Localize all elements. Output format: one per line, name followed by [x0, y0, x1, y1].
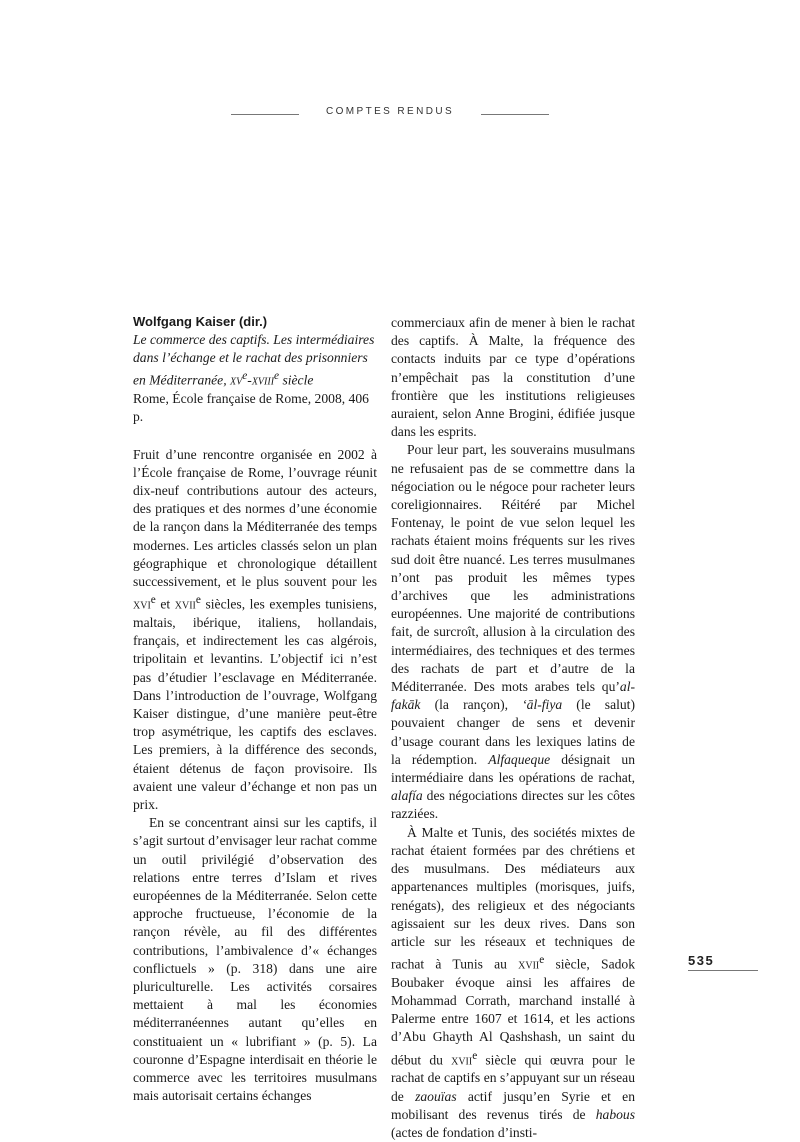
- paragraph: Fruit d’une rencontre organisée en 2002 à l’École française de Rome, l’ouvrage réunit dix-neuf contributions autour des acteurs, des pratiques et des normes d’une économie de la rançon dans la Méditerranée des temps modernes. Les articles classés selon un plan géographique et chronologique détaillent successivement, et le plus souvent pour les xvi$^e$ et xvii$^e$ siècles, les exemples tunisiens, maltais, ibérique, italiens, hollandais, français, et indirectement les cas algérois, tripolitain et levantins. L’objectif ici n’est pas d’étudier l’esclavage en Méditerranée. Dans l’introduction de l’ouvrage, Wolfgang Kaiser distingue, d’une manière peut-être trop asymétrique, les captifs des esclaves. Les premiers, à la différence des seconds, étaient détenus de façon provisoire. Ils avaient une valeur d’échange et non pas un prix.: [133, 446, 377, 812]
- running-header-title: COMPTES RENDUS: [325, 106, 455, 117]
- page-number: 535: [688, 953, 715, 968]
- paragraph: En se concentrant ainsi sur les captifs, il s’agit surtout d’envisager leur rachat comme un outil privilégié d’observation des relations entre terres d’Islam et rives européennes de la Méditerranée. Selon cette approche fructueuse, l’économie de la rançon révèle, au fil des différentes contributions, l’ambivalence d’« échanges conflictuels » (p. 318) dans une aire pluriculturelle. Les activités corsaires mettaient à mal les économies méditerranéennes autant qu’elles en constituaient un « lubrifiant » (p. 5). La couronne d’Espagne interdisait en théorie le commerce avec les territoires musulmans mais autorisait certains échanges: [133, 815, 377, 1104]
- page-number-rule: [688, 970, 758, 971]
- header-rule-left: [231, 114, 299, 115]
- running-header: [0, 106, 800, 122]
- left-column: [133, 313, 377, 1105]
- right-column: [391, 314, 635, 1142]
- paragraph: Pour leur part, les souverains musulmans ne refusaient pas de se commettre dans la négociation ou le négoce pour racheter leurs coreligionnaires. Réitéré par Michel Fontenay, le point de vue selon lequel les rachats étaient moins fréquents sur les rives sud doit être nuancé. Les terres musulmanes n’ont pas produit les mêmes types d’archives que les administrations européennes. Une majorité de contributions fait, de surcroît, allusion à la circulation des intermédiaires, des techniques et des termes des rachats de part et d’autre de la Méditerranée. Des mots arabes tels qu’al-fakāk (la rançon), ‘āl-fiya (le salut) pouvaient changer de sens et devenir d’usage courant dans les lexiques latins de la rédemption. Alfaqueque désignait un intermédiaire dans les opérations de rachat, alafía des négociations directes sur les côtes razziées.: [391, 442, 635, 822]
- header-rule-right: [481, 114, 549, 115]
- paragraph: commerciaux afin de mener à bien le rachat des captifs. À Malte, la fréquence des contacts induits par ce type d’opérations n’empêchait pas la constitution d’une frontière que les institutions religieuses auraient, selon Anne Brogini, édifiée jusque dans les esprits.: [391, 315, 635, 440]
- paragraph: À Malte et Tunis, des sociétés mixtes de rachat étaient formées par des chrétiens et des musulmans. Des médiateurs aux appartenances multiples (morisques, juifs, renégats), des religieux et des négociants agissaient sur les deux rives. Dans son article sur les réseaux et techniques de rachat à Tunis au xvii$^e$ siècle, Sadok Boubaker évoque ainsi les affaires de Mohammad Corrath, marchand installé à Palerme entre 1607 et 1614, et les actions d’Abu Ghayth Al Qashshash, un saint du début du xvii$^e$ siècle qui œuvra pour le rachat de captifs en s’appuyant sur un réseau de zaouïas actif jusqu’en Syrie et en mobilisant des revenus tirés de habous (actes de fondation d’insti-: [391, 824, 636, 1140]
- book-title: Le commerce des captifs. Les intermédiaires dans l’échange et le rachat des prisonniers en Méditerranée, $xv^e-xviii^e$ siècle: [133, 332, 375, 388]
- book-reference: [133, 313, 377, 426]
- book-author: Wolfgang Kaiser (dir.): [133, 314, 268, 329]
- book-publisher: Rome, École française de Rome, 2008, 406 p.: [133, 390, 369, 424]
